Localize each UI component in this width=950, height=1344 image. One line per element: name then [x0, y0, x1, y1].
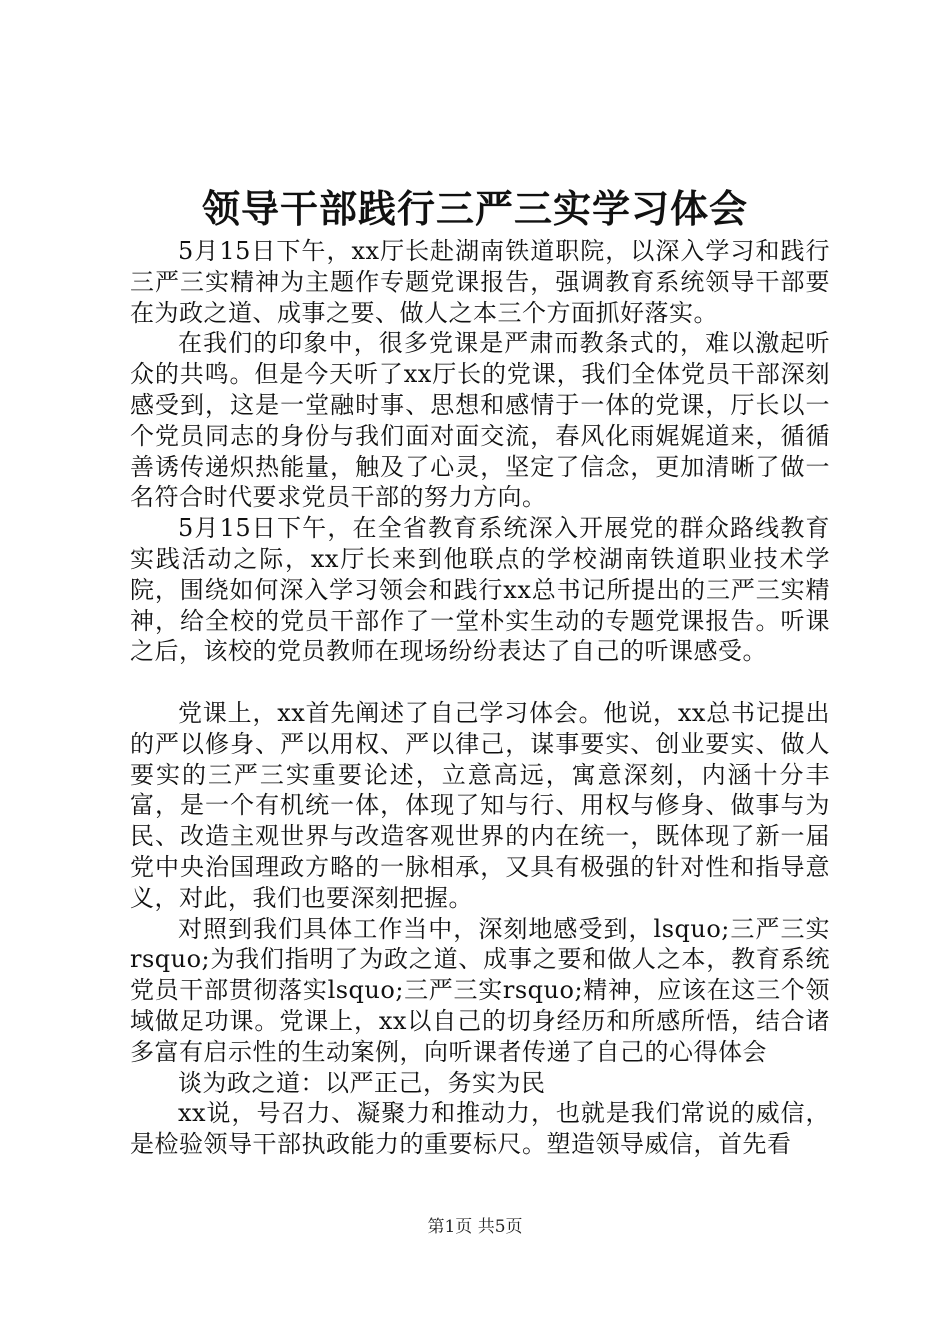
paragraph: 对照到我们具体工作当中，深刻地感受到，lsquo;三严三实rsquo;为我们指明了为政之道、成事之要和做人之本，教育系统党员干部贯彻落实lsquo;三严三实rsquo;精神，应该在这三个领域做足功课。党课上，xx以自己的切身经历和所感所悟，结合诸多富有启示性的生动案例，向听课者传递了自己的心得体会 — [130, 914, 830, 1066]
document-body — [130, 236, 830, 1160]
paragraph: 5月15日下午，在全省教育系统深入开展党的群众路线教育实践活动之际，xx厅长来到他联点的学校湖南铁道职业技术学院，围绕如何深入学习领会和践行xx总书记所提出的三严三实精神，给全校的党员干部作了一堂朴实生动的专题党课报告。听课之后，该校的党员教师在现场纷纷表达了自己的听课感受。 — [130, 514, 830, 666]
paragraph: xx说，号召力、凝聚力和推动力，也就是我们常说的威信，是检验领导干部执政能力的重要标尺。塑造领导威信，首先看 — [130, 1099, 830, 1159]
paragraph: 在我们的印象中，很多党课是严肃而教条式的，难以激起听众的共鸣。但是今天听了xx厅长的党课，我们全体党员干部深刻感受到，这是一堂融时事、思想和感情于一体的党课，厅长以一个党员同志的身份与我们面对面交流，春风化雨娓娓道来，循循善诱传递炽热能量，触及了心灵，坚定了信念，更加清晰了做一名符合时代要求党员干部的努力方向。 — [130, 329, 830, 512]
paragraph: 党课上，xx首先阐述了自己学习体会。他说，xx总书记提出的严以修身、严以用权、严以律己，谋事要实、创业要实、做人要实的三严三实重要论述，立意高远，寓意深刻，内涵十分丰富，是一个有机统一体，体现了知与行、用权与修身、做事与为民、改造主观世界与改造客观世界的内在统一，既体现了新一届党中央治国理政方略的一脉相承，又具有极强的针对性和指导意义，对此，我们也要深刻把握。 — [130, 698, 830, 912]
paragraph: 5月15日下午，xx厅长赴湖南铁道职院，以深入学习和践行三严三实精神为主题作专题党课报告，强调教育系统领导干部要在为政之道、成事之要、做人之本三个方面抓好落实。 — [130, 237, 830, 327]
section-heading: 谈为政之道：以严正己，务实为民 — [178, 1068, 546, 1097]
page-number: 第1页 共5页 — [427, 1217, 523, 1237]
document-title: 领导干部践行三严三实学习体会 — [201, 186, 748, 231]
